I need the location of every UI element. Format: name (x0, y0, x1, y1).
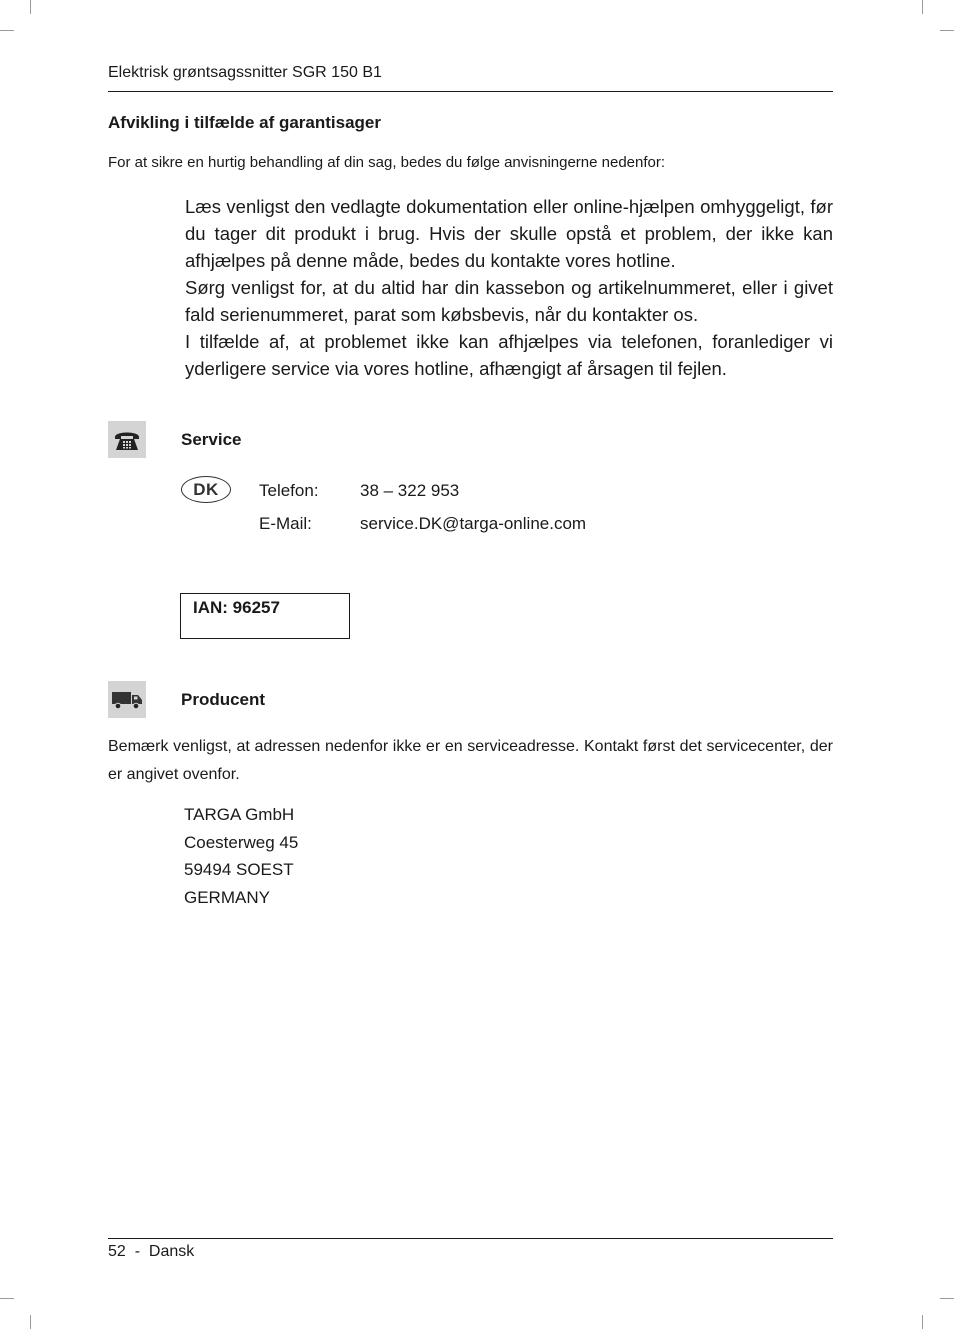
service-heading: Service (181, 430, 242, 449)
producer-notice: Bemærk venligst, at adressen nedenfor ikke er en serviceadresse. Kontakt først det servicecenter, der er angivet ovenfor. (108, 738, 833, 783)
ian-number: IAN: 96257 (193, 598, 280, 617)
address-line: GERMANY (184, 887, 270, 907)
ian-box (180, 593, 350, 639)
country-badge: DK (181, 476, 231, 503)
crop-mark (0, 1298, 14, 1299)
footer-rule (108, 1238, 833, 1239)
instruction-paragraph: Sørg venligst for, at du altid har din kassebon og artikelnummeret, eller i givet fald serienummeret, parat som købsbevis, når du kontakter os. (185, 277, 833, 325)
address-line: Coesterweg 45 (184, 832, 299, 852)
phone-value: 38 – 322 953 (360, 481, 460, 500)
crop-mark (940, 1298, 954, 1299)
telephone-icon (108, 421, 146, 458)
instruction-paragraph: Læs venligst den vedlagte dokumentation eller online-hjælpen omhyggeligt, før du tager dit produkt i brug. Hvis der skulle opstå et problem, der ikke kan afhjælpes på denne måde, bedes du kontakte vores hotline. (185, 196, 833, 271)
address-line: TARGA GmbH (184, 805, 295, 824)
warranty-heading: Afvikling i tilfælde af garantisager (108, 113, 382, 132)
warranty-intro: For at sikre en hurtig behandling af din sag, bedes du følge anvisningerne nedenfor: (108, 154, 666, 171)
crop-mark (0, 30, 14, 31)
page-footer: 52 - Dansk (108, 1243, 195, 1260)
warranty-instructions (185, 193, 833, 382)
phone-label: Telefon: (259, 481, 319, 500)
address-line: 59494 SOEST (184, 860, 294, 879)
crop-mark (30, 1315, 31, 1329)
email-value: service.DK@targa-online.com (360, 514, 587, 533)
crop-mark (922, 0, 923, 14)
crop-mark (940, 30, 954, 31)
producer-heading: Producent (181, 690, 266, 709)
instruction-paragraph: I tilfælde af, at problemet ikke kan afhjælpes via telefonen, foranlediger vi yderligere service via vores hotline, afhængigt af årsagen til fejlen. (185, 331, 833, 379)
producer-address (184, 801, 298, 911)
page-header-title: Elektrisk grøntsagssnitter SGR 150 B1 (108, 64, 382, 81)
email-label: E-Mail: (259, 514, 312, 533)
crop-mark (922, 1315, 923, 1329)
header-rule (108, 91, 833, 92)
truck-icon (108, 681, 146, 718)
crop-mark (30, 0, 31, 14)
